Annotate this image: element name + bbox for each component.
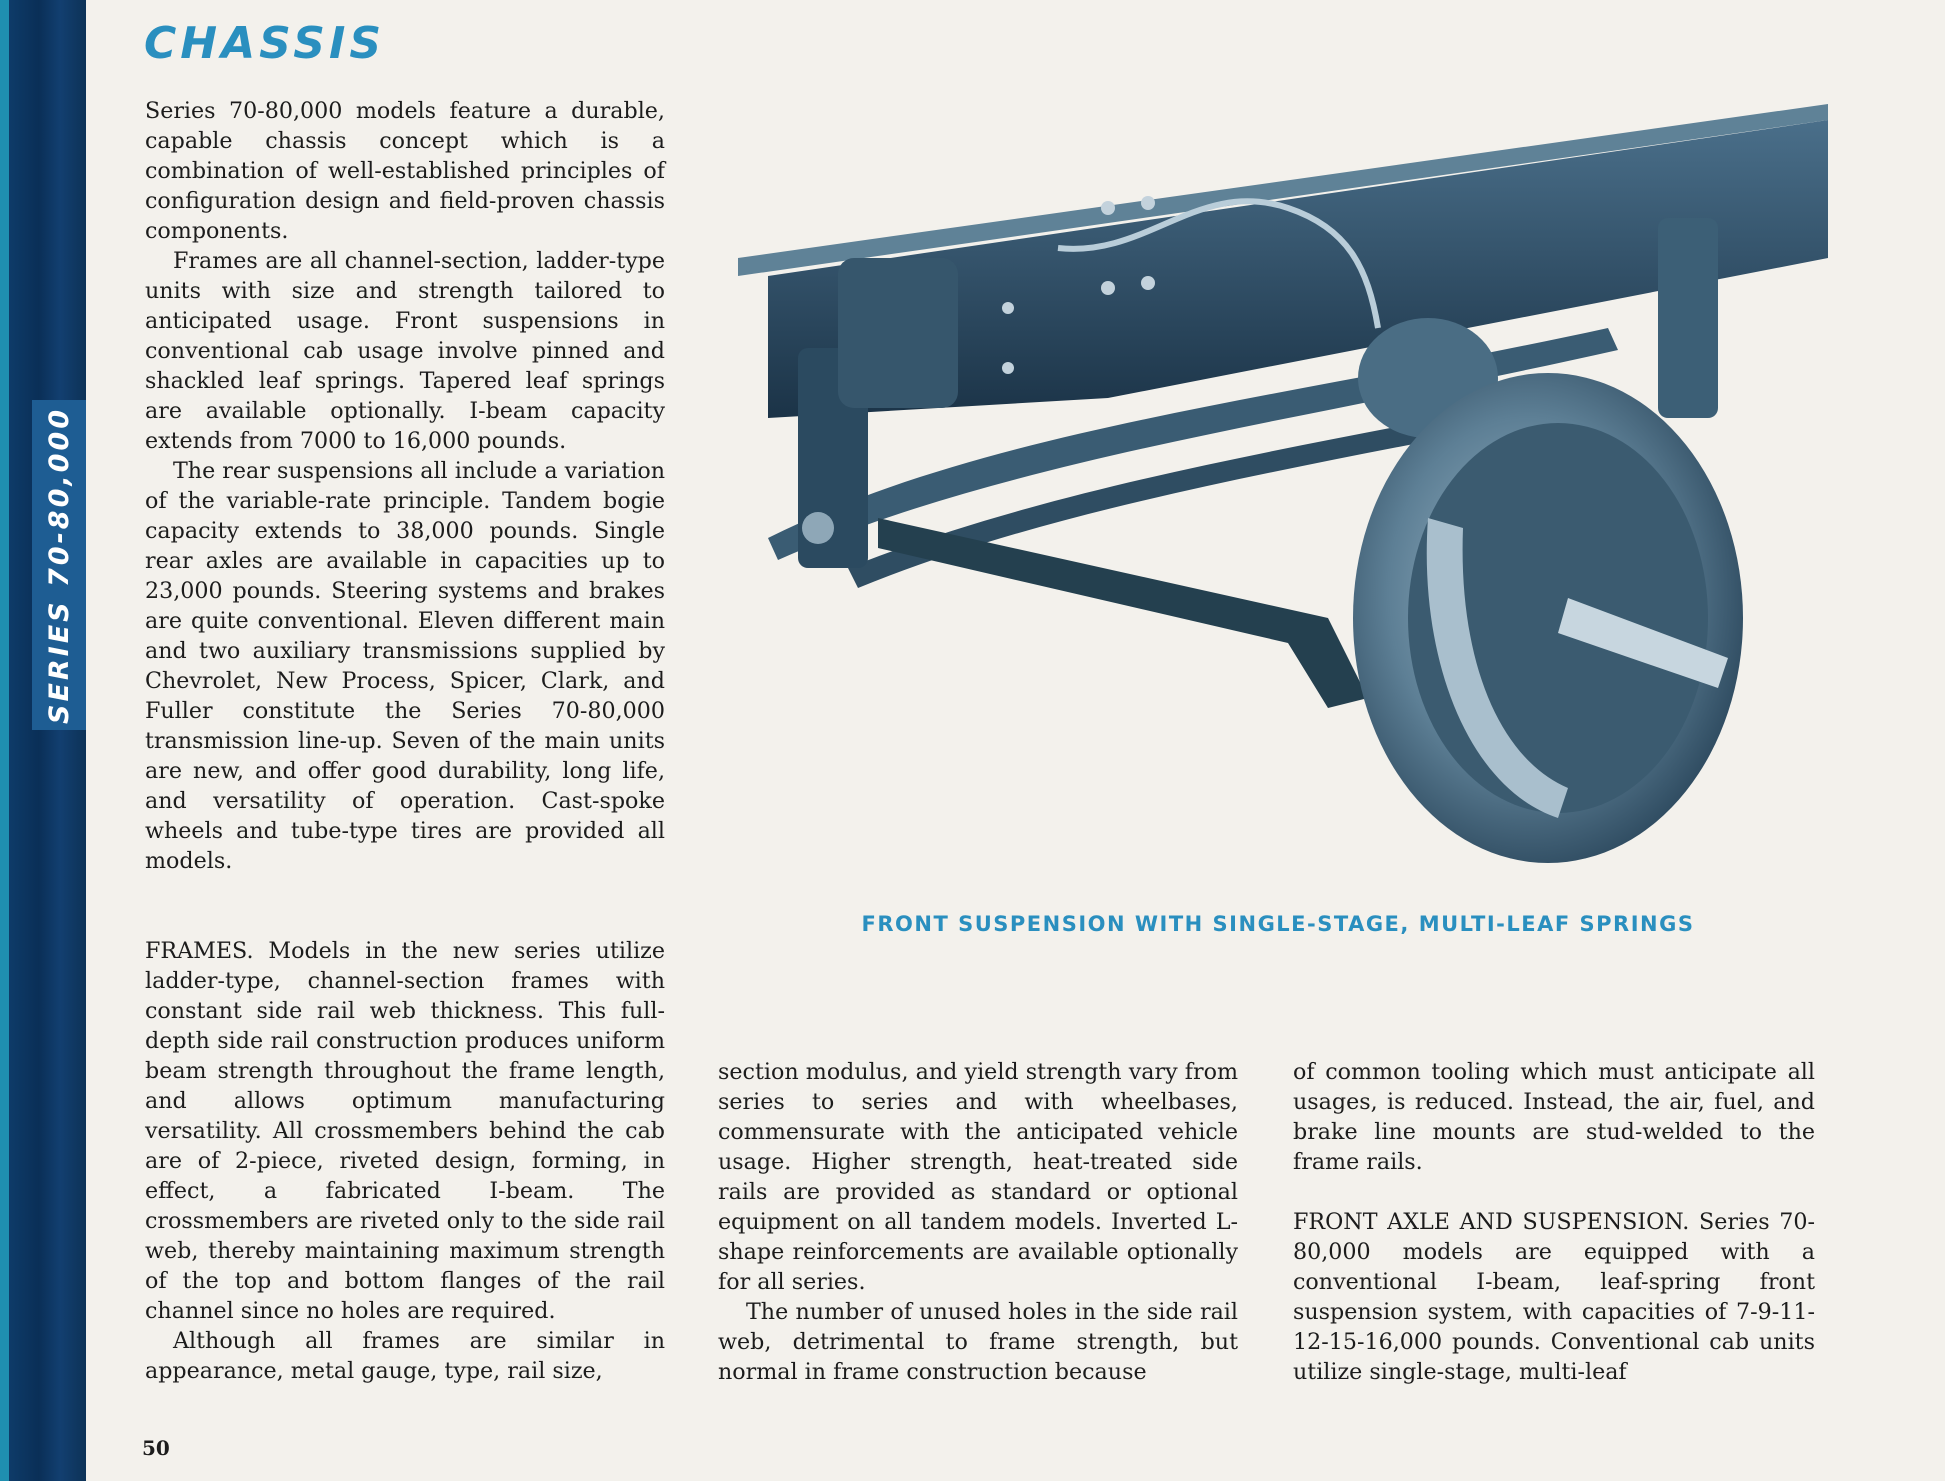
rear-spring-shackle: [1658, 218, 1718, 418]
rear-suspension-paragraph: The rear suspensions all include a variation of the variable-rate principle. Tandem bogie capacity extends to 38,000 pounds. Single rear axles are available in capacities up to 23,000 pounds. Steering systems and brakes are quite conventional. Eleven different main and two auxiliary transmissions supplied by Chevrolet, New Process, Spicer, Clark, and Fuller constitute the Series 70-80,000 transmission line-up. Seven of the main units are new, and offer good durability, long life, and versatility of operation. Cast-spoke wheels and tube-type tires are provided all models.: [145, 458, 665, 874]
hub-nut: [802, 512, 834, 544]
front-axle-paragraph: FRONT AXLE AND SUSPENSION. Series 70-80,000 models are equipped with a conventional I-beam, leaf-spring front suspension system, with capacities of 7-9-11-12-15-16,000 pounds. Conventional cab units utilize single-stage, multi-leaf: [1293, 1209, 1815, 1385]
page-title: CHASSIS: [144, 18, 386, 69]
page-spine-band: [0, 0, 86, 1481]
intro-paragraph: Series 70-80,000 models feature a durable, capable chassis concept which is a combination of well-established principles of configuration design and field-proven chassis components.: [145, 98, 665, 244]
front-suspension-photo: [728, 98, 1828, 880]
frame-bolt: [1141, 276, 1155, 290]
steering-gear-box: [838, 258, 958, 408]
i-beam-axle: [878, 518, 1368, 708]
unused-holes-paragraph: The number of unused holes in the side rail web, detrimental to frame strength, but normal in frame construction because: [718, 1299, 1238, 1385]
figure-caption: FRONT SUSPENSION WITH SINGLE-STAGE, MULTI-LEAF SPRINGS: [861, 912, 1695, 936]
column-3: [1293, 1057, 1815, 1387]
frame-bolt: [1101, 201, 1115, 215]
series-tab-label-wrap: [36, 406, 82, 724]
frame-bolt: [1141, 196, 1155, 210]
common-tooling-paragraph: of common tooling which must anticipate all usages, is reduced. Instead, the air, fuel, and brake line mounts are stud-welded to the frame rails.: [1293, 1059, 1815, 1175]
series-tab-label: SERIES 70-80,000: [43, 406, 75, 724]
page-number: 50: [142, 1436, 170, 1460]
column-1-top: [145, 96, 665, 876]
section-modulus-paragraph: section modulus, and yield strength vary from series to series and with wheelbases, commensurate with the anticipated vehicle usage. Higher strength, heat-treated side rails are provided as standard or optional equipment on all tandem models. Inverted L-shape reinforcements are available optionally for all series.: [718, 1059, 1238, 1295]
frames-overview-paragraph: Frames are all channel-section, ladder-type units with size and strength tailored to anticipated usage. Front suspensions in conventional cab usage involve pinned and shackled leaf springs. Tapered leaf springs are available optionally. I-beam capacity extends from 7000 to 16,000 pounds.: [145, 248, 665, 454]
column-1-bottom: [145, 936, 665, 1386]
frame-bolt: [1002, 362, 1014, 374]
frames-similar-paragraph: Although all frames are similar in appearance, metal gauge, type, rail size,: [145, 1328, 665, 1384]
page-spine-edge: [0, 0, 9, 1481]
frame-bolt: [1101, 281, 1115, 295]
frames-section-paragraph: FRAMES. Models in the new series utilize ladder-type, channel-section frames with constant side rail web thickness. This full-depth side rail construction produces uniform beam strength throughout the frame length, and allows optimum manufacturing versatility. All crossmembers behind the cab are of 2-piece, riveted design, forming, in effect, a fabricated I-beam. The crossmembers are riveted only to the side rail web, thereby maintaining maximum strength of the top and bottom flanges of the rail channel since no holes are required.: [145, 938, 665, 1324]
frame-bolt: [1002, 302, 1014, 314]
column-2: [718, 1057, 1238, 1387]
